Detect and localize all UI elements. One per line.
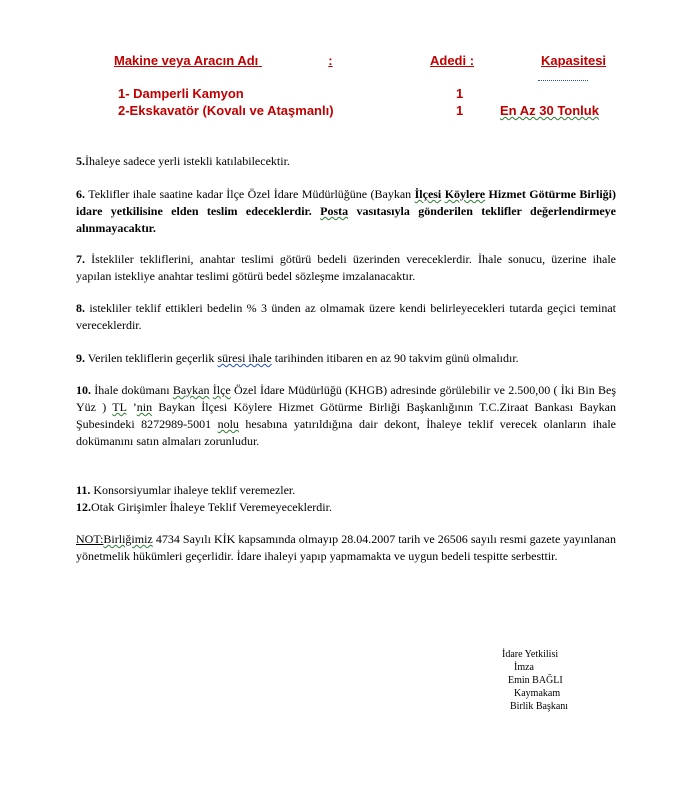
clause-5	[76, 153, 616, 170]
clause-11-text: Konsorsiyumlar ihaleye teklif veremezler.	[90, 483, 296, 497]
clause-10-text-a: İhale dokümanı	[91, 383, 173, 397]
clause-10-text-d: ’	[126, 400, 137, 414]
clause-10-word-baykan: Baykan	[172, 383, 210, 397]
clause-7	[76, 251, 616, 285]
clause-7-text: İstekliler tekliflerini, anahtar teslimi götürü bedeli üzerinden vereceklerdir. İhale sonucu, üzerine ihale yapılan istekliye anahtar teslimi götürü bedel sözleşme imzalanacaktır.	[76, 252, 616, 283]
note-paragraph	[76, 531, 616, 565]
row-1-name: 1- Damperli Kamyon	[118, 86, 244, 101]
clause-10-word-ilce: İlçe	[212, 383, 231, 397]
clause-6-text-c: Hizmet Götürme Birliği) idare yetkilisine elden teslim edeceklerdir.	[76, 187, 617, 218]
clause-12-number: 12.	[76, 500, 91, 514]
signature-position: Kaymakam	[514, 688, 561, 699]
clause-8	[76, 300, 616, 334]
clause-10-text-e: Baykan İlçesi Köylere Hizmet Götürme Birliği Başkanlığının T.C.Ziraat Bankası Baykan Şubesindeki 8272989-5001	[76, 400, 616, 431]
note-text: 4734 Sayılı KİK kapsamında olmayıp 28.04.2007 tarih ve 26506 sayılı resmi gazete yayınlanan yönetmelik hükümleri geçerlidir. İdare ihaleyi yapıp yapmamakta ve uygun bedeli tespitte serbesttir.	[76, 532, 616, 563]
clause-6	[76, 186, 616, 237]
clause-12	[76, 499, 616, 516]
clause-9-word-suresi-ihale: süresi ihale	[217, 351, 272, 365]
clause-9-text-a: Verilen tekliflerin geçerlik	[85, 351, 218, 365]
row-2-capacity: En Az 30 Tonluk	[500, 103, 599, 118]
clause-6-word-ilcesi: İlçesi	[414, 187, 442, 201]
header-spacer	[258, 53, 328, 68]
clause-7-number: 7.	[76, 252, 85, 266]
signature-block	[490, 648, 600, 713]
clause-6-word-koylere: Köylere	[444, 187, 486, 201]
note-label: NOT:	[76, 532, 104, 546]
clause-11	[76, 482, 616, 499]
capacity-header: Kapasitesi	[541, 53, 607, 68]
clause-10-word-nolu: nolu	[217, 417, 239, 431]
row-1-qty: 1	[456, 86, 464, 101]
signature-name: Emin BAĞLI	[508, 675, 563, 686]
clause-5-number: 5.	[76, 154, 85, 168]
clause-10-text-c: Özel İdare Müdürlüğü (KHGB) adresinde görülebilir ve 2.500,00 ( İki Bin Beş Yüz )	[76, 383, 616, 414]
header-colon: :	[328, 53, 333, 68]
clause-8-number: 8.	[76, 301, 85, 315]
signature-title: İdare Yetkilisi	[502, 649, 559, 660]
clause-8-text: istekliler teklif ettikleri bedelin % 3 ünden az olmamak üzere kendi belirleyecekleri tutarda geçici teminat vereceklerdir.	[76, 301, 616, 332]
clause-9	[76, 350, 616, 367]
clause-10-text-f: hesabına yatırıldığına dair dekont, İhaleye teklif verecek olanların ihale dokümanını satın almaları zorunludur.	[76, 417, 616, 448]
clause-5-text: İhaleye sadece yerli istekli katılabilecektir.	[85, 154, 290, 168]
capacity-placeholder-line	[538, 80, 588, 81]
clause-10-word-tl: TL	[112, 400, 127, 414]
clause-9-number: 9.	[76, 351, 85, 365]
clause-6-text-d: vasıtasıyla gönderilen teklifler değerlendirmeye alınmayacaktır.	[76, 204, 617, 235]
note-word-birligimiz: Birliğimiz	[103, 532, 153, 546]
clause-12-text: Otak Girişimler İhaleye Teklif Veremeyeceklerdir.	[91, 500, 332, 514]
clause-6-number: 6.	[76, 187, 85, 201]
clause-10	[76, 382, 616, 450]
row-2-name: 2-Ekskavatör (Kovalı ve Ataşmanlı)	[118, 103, 334, 118]
clause-11-number: 11.	[76, 483, 91, 497]
signature-imza: İmza	[514, 662, 534, 673]
clause-6-word-posta: Posta	[320, 204, 349, 218]
clause-10-number: 10.	[76, 383, 91, 397]
clause-9-text-b: tarihinden itibaren en az 90 takvim günü olmalıdır.	[271, 351, 519, 365]
quantity-header: Adedi :	[430, 53, 475, 68]
clause-10-word-nin: nin	[136, 400, 153, 414]
row-2-qty: 1	[456, 103, 464, 118]
machine-name-header: Makine veya Aracın Adı	[114, 53, 259, 68]
clause-6-text-a: Teklifler ihale saatine kadar İlçe Özel İdare Müdürlüğüne (Baykan	[85, 187, 415, 201]
signature-office: Birlik Başkanı	[510, 701, 569, 712]
